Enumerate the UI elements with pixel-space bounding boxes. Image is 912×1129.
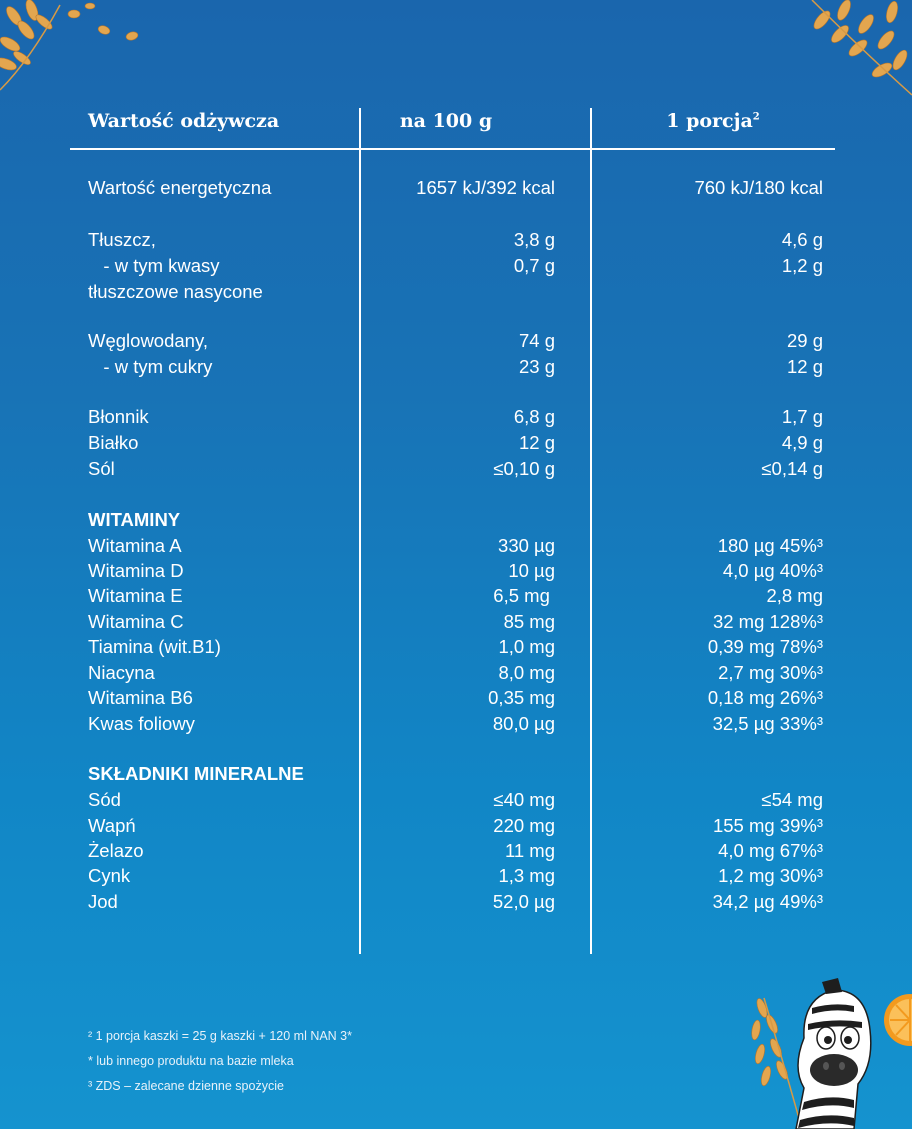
header-divider xyxy=(70,148,835,150)
value-per-portion: 0,18 mg 26%³ xyxy=(707,687,823,708)
table-row xyxy=(0,176,912,200)
value-per-100g: 23 g xyxy=(518,356,555,377)
value-per-portion: 4,0 mg 67%³ xyxy=(718,840,823,861)
value-per-portion: 4,9 g xyxy=(781,432,823,453)
table-row xyxy=(0,686,912,710)
table-row xyxy=(0,712,912,736)
value-per-100g: 6,5 mg xyxy=(493,585,555,606)
value-per-100g: 1,0 mg xyxy=(498,636,555,657)
value-per-100g: 74 g xyxy=(518,330,555,351)
value-per-100g: 12 g xyxy=(518,432,555,453)
table-row xyxy=(0,890,912,914)
nutrient-label: Witamina A xyxy=(88,535,182,556)
value-per-portion: 29 g xyxy=(786,330,823,351)
nutrient-label: Żelazo xyxy=(88,840,144,861)
portion-footnote-mark: 2 xyxy=(752,111,760,123)
portion-label: 1 porcja xyxy=(666,110,753,132)
value-per-portion: ≤54 mg xyxy=(761,789,823,810)
value-per-100g: 80,0 µg xyxy=(492,713,555,734)
value-per-100g: 10 µg xyxy=(508,560,555,581)
wheat-right-top-icon xyxy=(782,0,912,100)
table-row xyxy=(0,610,912,634)
wheat-left-top-icon xyxy=(0,0,180,100)
value-per-portion: 760 kJ/180 kcal xyxy=(694,177,823,198)
section-heading: SKŁADNIKI MINERALNE xyxy=(88,763,304,784)
nutrient-label: Jod xyxy=(88,891,118,912)
section-heading-row xyxy=(0,508,912,532)
value-per-100g: 85 mg xyxy=(503,611,555,632)
table-row xyxy=(0,405,912,429)
footnote-portion: ² 1 porcja kaszki = 25 g kaszki + 120 ml NAN 3* xyxy=(88,1029,353,1043)
value-per-100g: 11 mg xyxy=(504,840,555,861)
table-row xyxy=(0,280,912,304)
zebra-mascot-icon xyxy=(742,978,912,1129)
value-per-portion: 1,2 mg 30%³ xyxy=(718,865,823,886)
value-per-portion: 32 mg 128%³ xyxy=(712,611,823,632)
value-per-portion: 34,2 µg 49%³ xyxy=(712,891,823,912)
value-per-portion: 2,8 mg xyxy=(766,585,823,606)
nutrient-label: Tłuszcz, xyxy=(88,229,156,250)
table-row xyxy=(0,457,912,481)
nutrient-label: Niacyna xyxy=(88,662,155,683)
value-per-100g: 52,0 µg xyxy=(492,891,555,912)
nutrient-label: - w tym kwasy xyxy=(88,255,220,276)
value-per-100g: 220 mg xyxy=(493,815,555,836)
table-row xyxy=(0,228,912,252)
value-per-100g: 3,8 g xyxy=(513,229,555,250)
value-per-portion: 0,39 mg 78%³ xyxy=(707,636,823,657)
nutrient-label: Tiamina (wit.B1) xyxy=(88,636,221,657)
nutrient-label: Sól xyxy=(88,458,115,479)
table-row xyxy=(0,584,912,608)
value-per-100g: 1657 kJ/392 kcal xyxy=(416,177,555,198)
table-row xyxy=(0,814,912,838)
value-per-portion: 1,7 g xyxy=(781,406,823,427)
value-per-100g: ≤0,10 g xyxy=(493,458,555,479)
value-per-portion: 2,7 mg 30%³ xyxy=(718,662,823,683)
value-per-portion: 4,0 µg 40%³ xyxy=(722,560,823,581)
table-row xyxy=(0,661,912,685)
value-per-portion: 12 g xyxy=(786,356,823,377)
value-per-100g: 0,7 g xyxy=(513,255,555,276)
nutrient-label: Węglowodany, xyxy=(88,330,208,351)
value-per-100g: 8,0 mg xyxy=(498,662,555,683)
table-row xyxy=(0,788,912,812)
nutrient-label: Wapń xyxy=(88,815,136,836)
footnote-zds: ³ ZDS – zalecane dzienne spożycie xyxy=(88,1079,284,1093)
nutrient-label: Witamina E xyxy=(88,585,183,606)
nutrient-label: Cynk xyxy=(88,865,131,886)
nutrient-label: tłuszczowe nasycone xyxy=(88,281,263,302)
column-header-per-portion xyxy=(592,110,834,132)
column-header-per-100g: na 100 g xyxy=(399,110,493,132)
value-per-portion: 4,6 g xyxy=(781,229,823,250)
section-heading: WITAMINY xyxy=(88,509,181,530)
nutrient-label: Białko xyxy=(88,432,139,453)
nutrient-label: Witamina C xyxy=(88,611,184,632)
value-per-100g: 330 µg xyxy=(498,535,555,556)
nutrient-label: - w tym cukry xyxy=(88,356,213,377)
value-per-portion: 155 mg 39%³ xyxy=(712,815,823,836)
nutrient-label: Sód xyxy=(88,789,121,810)
value-per-100g: 0,35 mg xyxy=(488,687,555,708)
value-per-portion: 32,5 µg 33%³ xyxy=(712,713,823,734)
nutrient-label: Błonnik xyxy=(88,406,149,427)
table-row xyxy=(0,864,912,888)
value-per-portion: 1,2 g xyxy=(781,255,823,276)
value-per-portion: ≤0,14 g xyxy=(761,458,823,479)
section-heading-row xyxy=(0,762,912,786)
table-row xyxy=(0,559,912,583)
table-row xyxy=(0,355,912,379)
nutrient-label: Witamina D xyxy=(88,560,184,581)
value-per-portion: 180 µg 45%³ xyxy=(717,535,823,556)
table-row xyxy=(0,431,912,455)
value-per-100g: 6,8 g xyxy=(513,406,555,427)
value-per-100g: ≤40 mg xyxy=(493,789,555,810)
table-row xyxy=(0,254,912,278)
table-row xyxy=(0,329,912,353)
nutrient-label: Kwas foliowy xyxy=(88,713,195,734)
nutrient-label: Wartość energetyczna xyxy=(88,177,272,198)
footnote-milk: * lub innego produktu na bazie mleka xyxy=(88,1054,294,1068)
value-per-100g: 1,3 mg xyxy=(498,865,555,886)
table-row xyxy=(0,534,912,558)
column-header-nutrient: Wartość odżywcza xyxy=(88,110,280,132)
nutrient-label: Witamina B6 xyxy=(88,687,193,708)
table-row xyxy=(0,635,912,659)
table-row xyxy=(0,839,912,863)
